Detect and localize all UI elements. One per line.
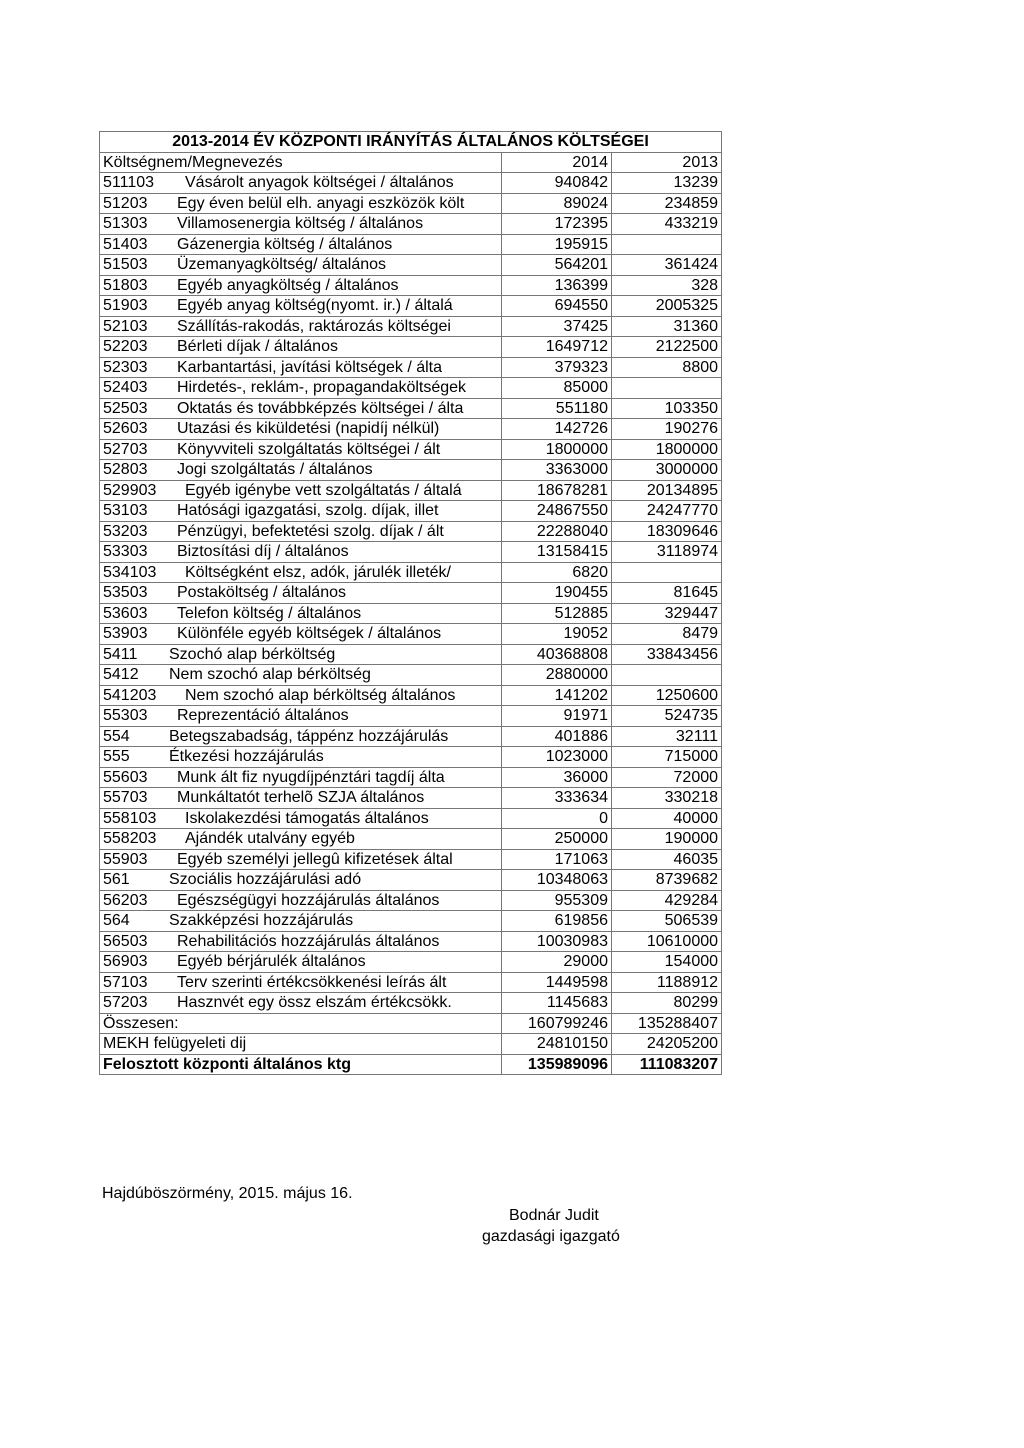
table-row (100, 480, 722, 501)
cost-item (100, 870, 502, 891)
cost-code: 55603 (103, 768, 148, 786)
value-2013: 429284 (612, 890, 722, 911)
value-2013: 328 (612, 275, 722, 296)
cost-item (100, 603, 502, 624)
cost-code: 558203 (103, 830, 157, 848)
value-2014: 1449598 (502, 972, 612, 993)
value-2014: 1649712 (502, 337, 612, 358)
table-row (100, 685, 722, 706)
cost-code: 555 (103, 748, 130, 766)
cost-code: 541203 (103, 686, 157, 704)
cost-name: Egyéb anyagköltség / általános (177, 276, 399, 294)
table-totals (100, 1013, 722, 1075)
cost-item (100, 931, 502, 952)
table-row (100, 193, 722, 214)
total-label: Felosztott központi általános ktg (100, 1054, 502, 1075)
value-2013: 40000 (612, 808, 722, 829)
value-2013: 2122500 (612, 337, 722, 358)
table-row (100, 173, 722, 194)
value-2014: 619856 (502, 911, 612, 932)
value-2014: 10348063 (502, 870, 612, 891)
cost-code: 561 (103, 871, 130, 889)
value-2013: 506539 (612, 911, 722, 932)
cost-name: Gázenergia költség / általános (177, 235, 393, 253)
table-row (100, 624, 722, 645)
value-2013: 103350 (612, 398, 722, 419)
cost-code: 51403 (103, 235, 148, 253)
cost-name: Hirdetés-, reklám-, propagandaköltségek (177, 379, 467, 397)
cost-item (100, 788, 502, 809)
cost-item (100, 542, 502, 563)
value-2014: 6820 (502, 562, 612, 583)
cost-code: 5411 (103, 645, 138, 663)
value-2013: 13239 (612, 173, 722, 194)
table-row (100, 603, 722, 624)
value-2014: 29000 (502, 952, 612, 973)
cost-name: Jogi szolgáltatás / általános (177, 461, 373, 479)
cost-code: 534103 (103, 563, 157, 581)
table-row (100, 972, 722, 993)
value-2013: 31360 (612, 316, 722, 337)
value-2014: 2880000 (502, 665, 612, 686)
table-row (100, 993, 722, 1014)
cost-item (100, 911, 502, 932)
value-2014: 141202 (502, 685, 612, 706)
value-2013: 715000 (612, 747, 722, 768)
value-2014: 1800000 (502, 439, 612, 460)
cost-name: Könyvviteli szolgáltatás költségei / ált (177, 440, 441, 458)
table-row (100, 644, 722, 665)
table-body (100, 173, 722, 1014)
place-and-date: Hajdúböszörmény, 2015. május 16. (102, 1185, 353, 1202)
signatory-position: gazdasági igazgató (482, 1228, 620, 1245)
cost-code: 51503 (103, 256, 148, 274)
cost-name: Postaköltség / általános (177, 584, 346, 602)
value-2013: 81645 (612, 583, 722, 604)
cost-code: 51803 (103, 276, 148, 294)
cost-code: 55903 (103, 850, 148, 868)
cost-name: Egyéb személyi jellegû kifizetések által (177, 850, 453, 868)
total-2014: 135989096 (502, 1054, 612, 1075)
value-2014: 694550 (502, 296, 612, 317)
value-2013: 3000000 (612, 460, 722, 481)
table-row (100, 357, 722, 378)
cost-item (100, 952, 502, 973)
value-2014: 333634 (502, 788, 612, 809)
value-2013: 361424 (612, 255, 722, 276)
value-2014: 171063 (502, 849, 612, 870)
table-row (100, 398, 722, 419)
value-2013 (612, 234, 722, 255)
table-row (100, 234, 722, 255)
value-2014: 19052 (502, 624, 612, 645)
cost-code: 52503 (103, 399, 148, 417)
table-row (100, 747, 722, 768)
value-2013 (612, 378, 722, 399)
value-2014: 85000 (502, 378, 612, 399)
cost-code: 56503 (103, 932, 148, 950)
cost-code: 53103 (103, 502, 148, 520)
cost-name: Szociális hozzájárulási adó (169, 871, 362, 889)
table-row (100, 706, 722, 727)
cost-item (100, 624, 502, 645)
table-row (100, 562, 722, 583)
cost-item (100, 460, 502, 481)
cost-code: 51303 (103, 215, 148, 233)
cost-code: 57203 (103, 994, 148, 1012)
value-2013: 524735 (612, 706, 722, 727)
table-row (100, 460, 722, 481)
cost-name: Szállítás-rakodás, raktározás költségei (177, 317, 451, 335)
table-row (100, 521, 722, 542)
table-row (100, 337, 722, 358)
cost-name: Pénzügyi, befektetési szolg. díjak / ált (177, 522, 444, 540)
value-2014: 142726 (502, 419, 612, 440)
value-2014: 40368808 (502, 644, 612, 665)
cost-item (100, 849, 502, 870)
table-row (100, 665, 722, 686)
cost-code: 53503 (103, 584, 148, 602)
cost-code: 55703 (103, 789, 148, 807)
cost-name: Nem szochó alap bérköltség (169, 666, 371, 684)
value-2013: 1188912 (612, 972, 722, 993)
value-2013 (612, 562, 722, 583)
cost-item (100, 972, 502, 993)
cost-item (100, 398, 502, 419)
total-row (100, 1013, 722, 1034)
value-2013: 2005325 (612, 296, 722, 317)
cost-name: Oktatás és továbbképzés költségei / álta (177, 399, 464, 417)
header-2013: 2013 (612, 152, 722, 173)
value-2013: 8800 (612, 357, 722, 378)
table-row (100, 214, 722, 235)
value-2014: 379323 (502, 357, 612, 378)
cost-name: Hatósági igazgatási, szolg. díjak, illet (177, 502, 439, 520)
value-2014: 564201 (502, 255, 612, 276)
value-2014: 1145683 (502, 993, 612, 1014)
value-2013: 1250600 (612, 685, 722, 706)
value-2013: 33843456 (612, 644, 722, 665)
cost-name: Költségként elsz, adók, járulék illeték/ (185, 563, 451, 581)
cost-name: Villamosenergia költség / általános (177, 215, 424, 233)
cost-code: 529903 (103, 481, 157, 499)
value-2014: 195915 (502, 234, 612, 255)
cost-name: Nem szochó alap bérköltség általános (185, 686, 456, 704)
cost-item (100, 316, 502, 337)
value-2013: 329447 (612, 603, 722, 624)
value-2014: 10030983 (502, 931, 612, 952)
value-2013: 330218 (612, 788, 722, 809)
cost-code: 56903 (103, 953, 148, 971)
total-2014: 160799246 (502, 1013, 612, 1034)
table-row (100, 439, 722, 460)
cost-name: Egyéb igénybe vett szolgáltatás / általá (185, 481, 462, 499)
cost-name: Betegszabadság, táppénz hozzájárulás (169, 727, 449, 745)
total-2014: 24810150 (502, 1034, 612, 1055)
value-2013: 80299 (612, 993, 722, 1014)
cost-item (100, 726, 502, 747)
cost-name: Munk ált fiz nyugdíjpénztári tagdíj álta (177, 768, 445, 786)
value-2014: 36000 (502, 767, 612, 788)
table-row (100, 275, 722, 296)
cost-code: 52203 (103, 338, 148, 356)
cost-item (100, 275, 502, 296)
value-2013: 18309646 (612, 521, 722, 542)
cost-name: Étkezési hozzájárulás (169, 748, 324, 766)
table-row (100, 870, 722, 891)
value-2014: 551180 (502, 398, 612, 419)
table-row (100, 767, 722, 788)
total-2013: 135288407 (612, 1013, 722, 1034)
table-title: 2013-2014 ÉV KÖZPONTI IRÁNYÍTÁS ÁLTALÁNOS KÖLTSÉGEI (100, 132, 722, 153)
signatory-name: Bodnár Judit (509, 1207, 599, 1224)
cost-item (100, 890, 502, 911)
cost-name: Terv szerinti értékcsökkenési leírás ált (177, 973, 447, 991)
cost-item (100, 296, 502, 317)
cost-code: 51903 (103, 297, 148, 315)
cost-code: 564 (103, 912, 130, 930)
cost-code: 511103 (103, 174, 155, 192)
table-row (100, 788, 722, 809)
cost-name: Bérleti díjak / általános (177, 338, 338, 356)
cost-name: Rehabilitációs hozzájárulás általános (177, 932, 440, 950)
cost-code: 53203 (103, 522, 148, 540)
cost-item (100, 439, 502, 460)
value-2013: 3118974 (612, 542, 722, 563)
total-label: Összesen: (100, 1013, 502, 1034)
table-row (100, 378, 722, 399)
value-2013: 46035 (612, 849, 722, 870)
cost-item (100, 193, 502, 214)
value-2014: 512885 (502, 603, 612, 624)
value-2014: 13158415 (502, 542, 612, 563)
cost-item (100, 747, 502, 768)
value-2014: 37425 (502, 316, 612, 337)
value-2013: 190276 (612, 419, 722, 440)
table-row (100, 501, 722, 522)
cost-name: Szochó alap bérköltség (169, 645, 336, 663)
value-2014: 136399 (502, 275, 612, 296)
cost-name: Reprezentáció általános (177, 707, 349, 725)
cost-name: Egyéb anyag költség(nyomt. ir.) / általá (177, 297, 453, 315)
value-2013: 433219 (612, 214, 722, 235)
cost-item (100, 419, 502, 440)
cost-item (100, 521, 502, 542)
cost-name: Ajándék utalvány egyéb (185, 830, 355, 848)
value-2013: 32111 (612, 726, 722, 747)
cost-code: 52103 (103, 317, 148, 335)
value-2014: 91971 (502, 706, 612, 727)
cost-item (100, 255, 502, 276)
value-2013: 24247770 (612, 501, 722, 522)
table-row (100, 931, 722, 952)
cost-name: Egy éven belül elh. anyagi eszközök költ (177, 194, 465, 212)
value-2014: 940842 (502, 173, 612, 194)
cost-item (100, 337, 502, 358)
value-2014: 18678281 (502, 480, 612, 501)
total-2013: 111083207 (612, 1054, 722, 1075)
value-2013: 234859 (612, 193, 722, 214)
table-title-row (100, 132, 722, 153)
table-row (100, 911, 722, 932)
table-row (100, 542, 722, 563)
table-row (100, 726, 722, 747)
cost-item (100, 501, 502, 522)
table-row (100, 808, 722, 829)
value-2013: 8739682 (612, 870, 722, 891)
cost-item (100, 685, 502, 706)
value-2014: 190455 (502, 583, 612, 604)
cost-name: Üzemanyagköltség/ általános (177, 256, 387, 274)
cost-item (100, 378, 502, 399)
cost-item (100, 665, 502, 686)
cost-code: 55303 (103, 707, 148, 725)
cost-item (100, 993, 502, 1014)
value-2014: 3363000 (502, 460, 612, 481)
value-2013: 1800000 (612, 439, 722, 460)
total-2013: 24205200 (612, 1034, 722, 1055)
cost-code: 51203 (103, 194, 148, 212)
cost-name: Egyéb bérjárulék általános (177, 953, 366, 971)
value-2013: 72000 (612, 767, 722, 788)
table-row (100, 316, 722, 337)
cost-code: 52603 (103, 420, 148, 438)
cost-item (100, 829, 502, 850)
table-header-row (100, 152, 722, 173)
cost-name: Utazási és kiküldetési (napidíj nélkül) (177, 420, 440, 438)
value-2013: 190000 (612, 829, 722, 850)
value-2014: 172395 (502, 214, 612, 235)
cost-item (100, 214, 502, 235)
table-row (100, 296, 722, 317)
cost-name: Telefon költség / általános (177, 604, 362, 622)
cost-code: 52403 (103, 379, 148, 397)
value-2014: 250000 (502, 829, 612, 850)
table-row (100, 849, 722, 870)
value-2014: 89024 (502, 193, 612, 214)
total-row (100, 1054, 722, 1075)
value-2014: 22288040 (502, 521, 612, 542)
cost-name: Karbantartási, javítási költségek / álta (177, 358, 443, 376)
cost-name: Egészségügyi hozzájárulás általános (177, 891, 440, 909)
cost-name: Munkáltatót terhelõ SZJA általános (177, 789, 425, 807)
cost-item (100, 706, 502, 727)
cost-item (100, 767, 502, 788)
header-label: Költségnem/Megnevezés (100, 152, 502, 173)
cost-code: 53303 (103, 543, 148, 561)
cost-name: Hasznvét egy össz elszám értékcsökk. (177, 994, 452, 1012)
cost-code: 554 (103, 727, 130, 745)
cost-code: 53903 (103, 625, 148, 643)
value-2013: 10610000 (612, 931, 722, 952)
cost-item (100, 480, 502, 501)
cost-item (100, 644, 502, 665)
header-2014: 2014 (502, 152, 612, 173)
value-2014: 24867550 (502, 501, 612, 522)
cost-code: 56203 (103, 891, 148, 909)
cost-name: Biztosítási díj / általános (177, 543, 349, 561)
cost-item (100, 234, 502, 255)
cost-code: 53603 (103, 604, 148, 622)
value-2014: 1023000 (502, 747, 612, 768)
cost-item (100, 357, 502, 378)
table-row (100, 419, 722, 440)
cost-code: 5412 (103, 666, 139, 684)
cost-item (100, 562, 502, 583)
cost-name: Iskolakezdési támogatás általános (185, 809, 429, 827)
table-row (100, 255, 722, 276)
value-2013 (612, 665, 722, 686)
cost-code: 52303 (103, 358, 148, 376)
table-row (100, 952, 722, 973)
cost-code: 52803 (103, 461, 148, 479)
value-2013: 20134895 (612, 480, 722, 501)
table-row (100, 829, 722, 850)
cost-code: 52703 (103, 440, 148, 458)
cost-item (100, 808, 502, 829)
total-row (100, 1034, 722, 1055)
cost-table (99, 131, 722, 1075)
table-row (100, 890, 722, 911)
value-2013: 154000 (612, 952, 722, 973)
value-2014: 0 (502, 808, 612, 829)
cost-name: Szakképzési hozzájárulás (169, 912, 354, 930)
cost-item (100, 583, 502, 604)
value-2013: 8479 (612, 624, 722, 645)
table-row (100, 583, 722, 604)
value-2014: 955309 (502, 890, 612, 911)
cost-code: 558103 (103, 809, 157, 827)
value-2014: 401886 (502, 726, 612, 747)
cost-name: Vásárolt anyagok költségei / általános (185, 174, 454, 192)
cost-code: 57103 (103, 973, 148, 991)
total-label: MEKH felügyeleti dij (100, 1034, 502, 1055)
cost-name: Különféle egyéb költségek / általános (177, 625, 442, 643)
cost-item (100, 173, 502, 194)
